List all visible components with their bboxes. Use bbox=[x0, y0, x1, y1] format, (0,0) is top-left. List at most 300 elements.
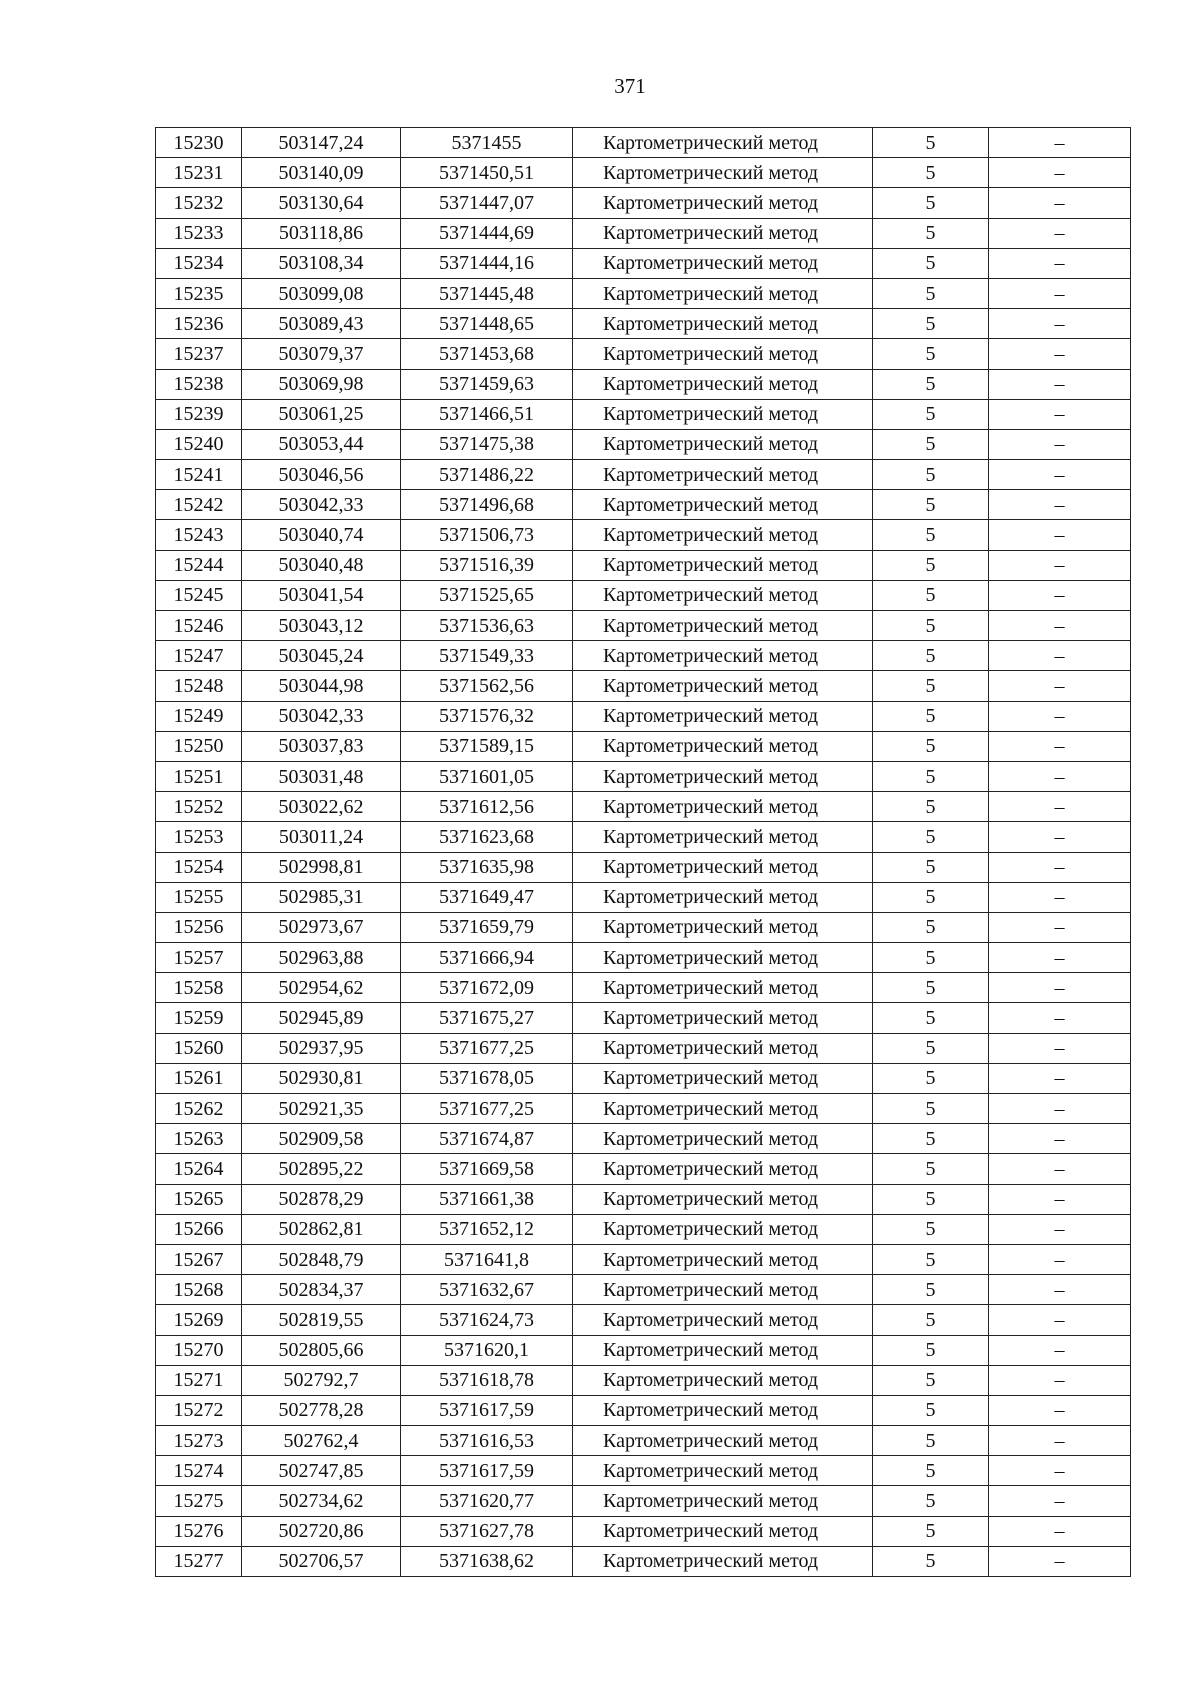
accuracy-cell: 5 bbox=[873, 1395, 989, 1425]
description-cell: – bbox=[989, 641, 1131, 671]
description-cell: – bbox=[989, 1003, 1131, 1033]
method-cell: Картометрический метод bbox=[573, 1184, 873, 1214]
y-coordinate-cell: 5371617,59 bbox=[401, 1395, 573, 1425]
point-number-cell: 15251 bbox=[156, 761, 242, 791]
point-number-cell: 15266 bbox=[156, 1214, 242, 1244]
y-coordinate-cell: 5371459,63 bbox=[401, 369, 573, 399]
table-row bbox=[156, 1214, 1131, 1244]
accuracy-cell: 5 bbox=[873, 822, 989, 852]
table-row bbox=[156, 1184, 1131, 1214]
description-cell: – bbox=[989, 822, 1131, 852]
accuracy-cell: 5 bbox=[873, 1244, 989, 1274]
x-coordinate-cell: 503043,12 bbox=[242, 611, 401, 641]
table-row bbox=[156, 490, 1131, 520]
point-number-cell: 15254 bbox=[156, 852, 242, 882]
y-coordinate-cell: 5371576,32 bbox=[401, 701, 573, 731]
table-row bbox=[156, 1063, 1131, 1093]
point-number-cell: 15259 bbox=[156, 1003, 242, 1033]
accuracy-cell: 5 bbox=[873, 611, 989, 641]
description-cell: – bbox=[989, 188, 1131, 218]
method-cell: Картометрический метод bbox=[573, 671, 873, 701]
description-cell: – bbox=[989, 761, 1131, 791]
table-row bbox=[156, 701, 1131, 731]
method-cell: Картометрический метод bbox=[573, 792, 873, 822]
table-row bbox=[156, 761, 1131, 791]
point-number-cell: 15232 bbox=[156, 188, 242, 218]
y-coordinate-cell: 5371674,87 bbox=[401, 1124, 573, 1154]
point-number-cell: 15268 bbox=[156, 1275, 242, 1305]
x-coordinate-cell: 502720,86 bbox=[242, 1516, 401, 1546]
method-cell: Картометрический метод bbox=[573, 611, 873, 641]
description-cell: – bbox=[989, 369, 1131, 399]
method-cell: Картометрический метод bbox=[573, 429, 873, 459]
description-cell: – bbox=[989, 1154, 1131, 1184]
x-coordinate-cell: 503040,48 bbox=[242, 550, 401, 580]
accuracy-cell: 5 bbox=[873, 761, 989, 791]
x-coordinate-cell: 503042,33 bbox=[242, 701, 401, 731]
point-number-cell: 15252 bbox=[156, 792, 242, 822]
method-cell: Картометрический метод bbox=[573, 1305, 873, 1335]
x-coordinate-cell: 503089,43 bbox=[242, 309, 401, 339]
table-row bbox=[156, 641, 1131, 671]
y-coordinate-cell: 5371496,68 bbox=[401, 490, 573, 520]
description-cell: – bbox=[989, 520, 1131, 550]
accuracy-cell: 5 bbox=[873, 1456, 989, 1486]
x-coordinate-cell: 502909,58 bbox=[242, 1124, 401, 1154]
point-number-cell: 15245 bbox=[156, 580, 242, 610]
description-cell: – bbox=[989, 912, 1131, 942]
description-cell: – bbox=[989, 882, 1131, 912]
point-number-cell: 15257 bbox=[156, 943, 242, 973]
y-coordinate-cell: 5371627,78 bbox=[401, 1516, 573, 1546]
x-coordinate-cell: 502963,88 bbox=[242, 943, 401, 973]
description-cell: – bbox=[989, 852, 1131, 882]
table-row bbox=[156, 912, 1131, 942]
accuracy-cell: 5 bbox=[873, 550, 989, 580]
table-row bbox=[156, 973, 1131, 1003]
y-coordinate-cell: 5371444,16 bbox=[401, 248, 573, 278]
accuracy-cell: 5 bbox=[873, 248, 989, 278]
description-cell: – bbox=[989, 1244, 1131, 1274]
accuracy-cell: 5 bbox=[873, 1184, 989, 1214]
description-cell: – bbox=[989, 1456, 1131, 1486]
table-row bbox=[156, 550, 1131, 580]
point-number-cell: 15265 bbox=[156, 1184, 242, 1214]
table-row bbox=[156, 1275, 1131, 1305]
method-cell: Картометрический метод bbox=[573, 1426, 873, 1456]
table-row bbox=[156, 1516, 1131, 1546]
y-coordinate-cell: 5371549,33 bbox=[401, 641, 573, 671]
accuracy-cell: 5 bbox=[873, 1094, 989, 1124]
y-coordinate-cell: 5371616,53 bbox=[401, 1426, 573, 1456]
y-coordinate-cell: 5371536,63 bbox=[401, 611, 573, 641]
table-row bbox=[156, 399, 1131, 429]
accuracy-cell: 5 bbox=[873, 1426, 989, 1456]
method-cell: Картометрический метод bbox=[573, 1124, 873, 1154]
accuracy-cell: 5 bbox=[873, 158, 989, 188]
y-coordinate-cell: 5371612,56 bbox=[401, 792, 573, 822]
accuracy-cell: 5 bbox=[873, 399, 989, 429]
x-coordinate-cell: 503053,44 bbox=[242, 429, 401, 459]
y-coordinate-cell: 5371618,78 bbox=[401, 1365, 573, 1395]
coordinates-table-body bbox=[156, 128, 1131, 1577]
method-cell: Картометрический метод bbox=[573, 1214, 873, 1244]
point-number-cell: 15258 bbox=[156, 973, 242, 1003]
method-cell: Картометрический метод bbox=[573, 761, 873, 791]
accuracy-cell: 5 bbox=[873, 188, 989, 218]
y-coordinate-cell: 5371475,38 bbox=[401, 429, 573, 459]
accuracy-cell: 5 bbox=[873, 309, 989, 339]
point-number-cell: 15271 bbox=[156, 1365, 242, 1395]
x-coordinate-cell: 503041,54 bbox=[242, 580, 401, 610]
point-number-cell: 15273 bbox=[156, 1426, 242, 1456]
accuracy-cell: 5 bbox=[873, 912, 989, 942]
y-coordinate-cell: 5371666,94 bbox=[401, 943, 573, 973]
description-cell: – bbox=[989, 309, 1131, 339]
table-row bbox=[156, 943, 1131, 973]
description-cell: – bbox=[989, 158, 1131, 188]
description-cell: – bbox=[989, 278, 1131, 308]
accuracy-cell: 5 bbox=[873, 1486, 989, 1516]
point-number-cell: 15262 bbox=[156, 1094, 242, 1124]
method-cell: Картометрический метод bbox=[573, 912, 873, 942]
method-cell: Картометрический метод bbox=[573, 128, 873, 158]
y-coordinate-cell: 5371444,69 bbox=[401, 218, 573, 248]
accuracy-cell: 5 bbox=[873, 852, 989, 882]
x-coordinate-cell: 502734,62 bbox=[242, 1486, 401, 1516]
table-row bbox=[156, 520, 1131, 550]
accuracy-cell: 5 bbox=[873, 1003, 989, 1033]
accuracy-cell: 5 bbox=[873, 1305, 989, 1335]
y-coordinate-cell: 5371669,58 bbox=[401, 1154, 573, 1184]
accuracy-cell: 5 bbox=[873, 792, 989, 822]
description-cell: – bbox=[989, 1124, 1131, 1154]
x-coordinate-cell: 503079,37 bbox=[242, 339, 401, 369]
method-cell: Картометрический метод bbox=[573, 248, 873, 278]
method-cell: Картометрический метод bbox=[573, 1033, 873, 1063]
description-cell: – bbox=[989, 1063, 1131, 1093]
point-number-cell: 15261 bbox=[156, 1063, 242, 1093]
point-number-cell: 15277 bbox=[156, 1546, 242, 1576]
point-number-cell: 15235 bbox=[156, 278, 242, 308]
y-coordinate-cell: 5371652,12 bbox=[401, 1214, 573, 1244]
method-cell: Картометрический метод bbox=[573, 701, 873, 731]
table-row bbox=[156, 1305, 1131, 1335]
y-coordinate-cell: 5371506,73 bbox=[401, 520, 573, 550]
y-coordinate-cell: 5371635,98 bbox=[401, 852, 573, 882]
accuracy-cell: 5 bbox=[873, 1275, 989, 1305]
table-row bbox=[156, 882, 1131, 912]
y-coordinate-cell: 5371601,05 bbox=[401, 761, 573, 791]
point-number-cell: 15269 bbox=[156, 1305, 242, 1335]
y-coordinate-cell: 5371623,68 bbox=[401, 822, 573, 852]
method-cell: Картометрический метод bbox=[573, 1365, 873, 1395]
accuracy-cell: 5 bbox=[873, 882, 989, 912]
point-number-cell: 15246 bbox=[156, 611, 242, 641]
description-cell: – bbox=[989, 580, 1131, 610]
x-coordinate-cell: 503037,83 bbox=[242, 731, 401, 761]
table-row bbox=[156, 1486, 1131, 1516]
point-number-cell: 15253 bbox=[156, 822, 242, 852]
point-number-cell: 15230 bbox=[156, 128, 242, 158]
x-coordinate-cell: 502706,57 bbox=[242, 1546, 401, 1576]
y-coordinate-cell: 5371453,68 bbox=[401, 339, 573, 369]
accuracy-cell: 5 bbox=[873, 218, 989, 248]
y-coordinate-cell: 5371620,77 bbox=[401, 1486, 573, 1516]
method-cell: Картометрический метод bbox=[573, 882, 873, 912]
method-cell: Картометрический метод bbox=[573, 218, 873, 248]
accuracy-cell: 5 bbox=[873, 1154, 989, 1184]
x-coordinate-cell: 502895,22 bbox=[242, 1154, 401, 1184]
x-coordinate-cell: 503031,48 bbox=[242, 761, 401, 791]
x-coordinate-cell: 502921,35 bbox=[242, 1094, 401, 1124]
method-cell: Картометрический метод bbox=[573, 1395, 873, 1425]
x-coordinate-cell: 502954,62 bbox=[242, 973, 401, 1003]
method-cell: Картометрический метод bbox=[573, 1063, 873, 1093]
y-coordinate-cell: 5371466,51 bbox=[401, 399, 573, 429]
method-cell: Картометрический метод bbox=[573, 1516, 873, 1546]
description-cell: – bbox=[989, 731, 1131, 761]
method-cell: Картометрический метод bbox=[573, 188, 873, 218]
point-number-cell: 15239 bbox=[156, 399, 242, 429]
x-coordinate-cell: 503040,74 bbox=[242, 520, 401, 550]
description-cell: – bbox=[989, 1094, 1131, 1124]
y-coordinate-cell: 5371632,67 bbox=[401, 1275, 573, 1305]
x-coordinate-cell: 502878,29 bbox=[242, 1184, 401, 1214]
method-cell: Картометрический метод bbox=[573, 1456, 873, 1486]
accuracy-cell: 5 bbox=[873, 1124, 989, 1154]
table-row bbox=[156, 822, 1131, 852]
description-cell: – bbox=[989, 1426, 1131, 1456]
description-cell: – bbox=[989, 490, 1131, 520]
x-coordinate-cell: 503022,62 bbox=[242, 792, 401, 822]
description-cell: – bbox=[989, 128, 1131, 158]
accuracy-cell: 5 bbox=[873, 278, 989, 308]
y-coordinate-cell: 5371516,39 bbox=[401, 550, 573, 580]
x-coordinate-cell: 502862,81 bbox=[242, 1214, 401, 1244]
x-coordinate-cell: 503118,86 bbox=[242, 218, 401, 248]
table-row bbox=[156, 792, 1131, 822]
table-row bbox=[156, 1335, 1131, 1365]
method-cell: Картометрический метод bbox=[573, 1154, 873, 1184]
x-coordinate-cell: 503108,34 bbox=[242, 248, 401, 278]
y-coordinate-cell: 5371445,48 bbox=[401, 278, 573, 308]
accuracy-cell: 5 bbox=[873, 1335, 989, 1365]
accuracy-cell: 5 bbox=[873, 671, 989, 701]
y-coordinate-cell: 5371638,62 bbox=[401, 1546, 573, 1576]
method-cell: Картометрический метод bbox=[573, 641, 873, 671]
description-cell: – bbox=[989, 1275, 1131, 1305]
description-cell: – bbox=[989, 1395, 1131, 1425]
accuracy-cell: 5 bbox=[873, 460, 989, 490]
table-row bbox=[156, 369, 1131, 399]
description-cell: – bbox=[989, 1516, 1131, 1546]
y-coordinate-cell: 5371641,8 bbox=[401, 1244, 573, 1274]
point-number-cell: 15247 bbox=[156, 641, 242, 671]
description-cell: – bbox=[989, 611, 1131, 641]
x-coordinate-cell: 503045,24 bbox=[242, 641, 401, 671]
table-row bbox=[156, 671, 1131, 701]
table-row bbox=[156, 1094, 1131, 1124]
table-row bbox=[156, 611, 1131, 641]
y-coordinate-cell: 5371447,07 bbox=[401, 188, 573, 218]
method-cell: Картометрический метод bbox=[573, 309, 873, 339]
point-number-cell: 15248 bbox=[156, 671, 242, 701]
y-coordinate-cell: 5371661,38 bbox=[401, 1184, 573, 1214]
table-row bbox=[156, 460, 1131, 490]
x-coordinate-cell: 502985,31 bbox=[242, 882, 401, 912]
accuracy-cell: 5 bbox=[873, 1033, 989, 1063]
point-number-cell: 15242 bbox=[156, 490, 242, 520]
method-cell: Картометрический метод bbox=[573, 278, 873, 308]
y-coordinate-cell: 5371562,56 bbox=[401, 671, 573, 701]
point-number-cell: 15263 bbox=[156, 1124, 242, 1154]
description-cell: – bbox=[989, 248, 1131, 278]
description-cell: – bbox=[989, 460, 1131, 490]
description-cell: – bbox=[989, 1214, 1131, 1244]
method-cell: Картометрический метод bbox=[573, 822, 873, 852]
method-cell: Картометрический метод bbox=[573, 580, 873, 610]
accuracy-cell: 5 bbox=[873, 520, 989, 550]
x-coordinate-cell: 503046,56 bbox=[242, 460, 401, 490]
table-row bbox=[156, 731, 1131, 761]
x-coordinate-cell: 502747,85 bbox=[242, 1456, 401, 1486]
y-coordinate-cell: 5371672,09 bbox=[401, 973, 573, 1003]
method-cell: Картометрический метод bbox=[573, 339, 873, 369]
accuracy-cell: 5 bbox=[873, 973, 989, 1003]
description-cell: – bbox=[989, 339, 1131, 369]
y-coordinate-cell: 5371448,65 bbox=[401, 309, 573, 339]
accuracy-cell: 5 bbox=[873, 369, 989, 399]
method-cell: Картометрический метод bbox=[573, 943, 873, 973]
point-number-cell: 15272 bbox=[156, 1395, 242, 1425]
method-cell: Картометрический метод bbox=[573, 1546, 873, 1576]
y-coordinate-cell: 5371617,59 bbox=[401, 1456, 573, 1486]
x-coordinate-cell: 502834,37 bbox=[242, 1275, 401, 1305]
accuracy-cell: 5 bbox=[873, 1546, 989, 1576]
accuracy-cell: 5 bbox=[873, 580, 989, 610]
description-cell: – bbox=[989, 429, 1131, 459]
method-cell: Картометрический метод bbox=[573, 852, 873, 882]
point-number-cell: 15244 bbox=[156, 550, 242, 580]
coordinates-table bbox=[155, 127, 1131, 1577]
method-cell: Картометрический метод bbox=[573, 520, 873, 550]
table-row bbox=[156, 1154, 1131, 1184]
description-cell: – bbox=[989, 1033, 1131, 1063]
method-cell: Картометрический метод bbox=[573, 973, 873, 1003]
x-coordinate-cell: 502778,28 bbox=[242, 1395, 401, 1425]
table-row bbox=[156, 1244, 1131, 1274]
table-row bbox=[156, 128, 1131, 158]
table-row bbox=[156, 218, 1131, 248]
table-row bbox=[156, 309, 1131, 339]
table-row bbox=[156, 1426, 1131, 1456]
description-cell: – bbox=[989, 1486, 1131, 1516]
method-cell: Картометрический метод bbox=[573, 490, 873, 520]
accuracy-cell: 5 bbox=[873, 1365, 989, 1395]
y-coordinate-cell: 5371678,05 bbox=[401, 1063, 573, 1093]
table-row bbox=[156, 1456, 1131, 1486]
description-cell: – bbox=[989, 671, 1131, 701]
x-coordinate-cell: 503044,98 bbox=[242, 671, 401, 701]
accuracy-cell: 5 bbox=[873, 490, 989, 520]
point-number-cell: 15233 bbox=[156, 218, 242, 248]
accuracy-cell: 5 bbox=[873, 1063, 989, 1093]
point-number-cell: 15275 bbox=[156, 1486, 242, 1516]
method-cell: Картометрический метод bbox=[573, 460, 873, 490]
x-coordinate-cell: 502792,7 bbox=[242, 1365, 401, 1395]
point-number-cell: 15250 bbox=[156, 731, 242, 761]
method-cell: Картометрический метод bbox=[573, 1003, 873, 1033]
method-cell: Картометрический метод bbox=[573, 1244, 873, 1274]
x-coordinate-cell: 503061,25 bbox=[242, 399, 401, 429]
table-row bbox=[156, 852, 1131, 882]
x-coordinate-cell: 502945,89 bbox=[242, 1003, 401, 1033]
x-coordinate-cell: 502848,79 bbox=[242, 1244, 401, 1274]
point-number-cell: 15256 bbox=[156, 912, 242, 942]
table-row bbox=[156, 188, 1131, 218]
x-coordinate-cell: 502805,66 bbox=[242, 1335, 401, 1365]
y-coordinate-cell: 5371677,25 bbox=[401, 1094, 573, 1124]
point-number-cell: 15270 bbox=[156, 1335, 242, 1365]
page-number: 371 bbox=[614, 74, 646, 98]
description-cell: – bbox=[989, 943, 1131, 973]
description-cell: – bbox=[989, 701, 1131, 731]
x-coordinate-cell: 503099,08 bbox=[242, 278, 401, 308]
x-coordinate-cell: 502937,95 bbox=[242, 1033, 401, 1063]
point-number-cell: 15241 bbox=[156, 460, 242, 490]
x-coordinate-cell: 503042,33 bbox=[242, 490, 401, 520]
point-number-cell: 15267 bbox=[156, 1244, 242, 1274]
method-cell: Картометрический метод bbox=[573, 369, 873, 399]
method-cell: Картометрический метод bbox=[573, 1275, 873, 1305]
method-cell: Картометрический метод bbox=[573, 158, 873, 188]
point-number-cell: 15255 bbox=[156, 882, 242, 912]
y-coordinate-cell: 5371525,65 bbox=[401, 580, 573, 610]
x-coordinate-cell: 502930,81 bbox=[242, 1063, 401, 1093]
table-row bbox=[156, 278, 1131, 308]
point-number-cell: 15243 bbox=[156, 520, 242, 550]
accuracy-cell: 5 bbox=[873, 128, 989, 158]
table-row bbox=[156, 248, 1131, 278]
y-coordinate-cell: 5371455 bbox=[401, 128, 573, 158]
description-cell: – bbox=[989, 1305, 1131, 1335]
accuracy-cell: 5 bbox=[873, 641, 989, 671]
point-number-cell: 15236 bbox=[156, 309, 242, 339]
x-coordinate-cell: 502973,67 bbox=[242, 912, 401, 942]
table-row bbox=[156, 580, 1131, 610]
y-coordinate-cell: 5371649,47 bbox=[401, 882, 573, 912]
method-cell: Картометрический метод bbox=[573, 731, 873, 761]
y-coordinate-cell: 5371675,27 bbox=[401, 1003, 573, 1033]
table-row bbox=[156, 1395, 1131, 1425]
table-row bbox=[156, 1124, 1131, 1154]
x-coordinate-cell: 503011,24 bbox=[242, 822, 401, 852]
point-number-cell: 15260 bbox=[156, 1033, 242, 1063]
y-coordinate-cell: 5371620,1 bbox=[401, 1335, 573, 1365]
table-row bbox=[156, 1033, 1131, 1063]
accuracy-cell: 5 bbox=[873, 731, 989, 761]
accuracy-cell: 5 bbox=[873, 1516, 989, 1546]
point-number-cell: 15276 bbox=[156, 1516, 242, 1546]
accuracy-cell: 5 bbox=[873, 701, 989, 731]
point-number-cell: 15234 bbox=[156, 248, 242, 278]
method-cell: Картометрический метод bbox=[573, 1335, 873, 1365]
x-coordinate-cell: 502762,4 bbox=[242, 1426, 401, 1456]
accuracy-cell: 5 bbox=[873, 943, 989, 973]
x-coordinate-cell: 503140,09 bbox=[242, 158, 401, 188]
y-coordinate-cell: 5371677,25 bbox=[401, 1033, 573, 1063]
